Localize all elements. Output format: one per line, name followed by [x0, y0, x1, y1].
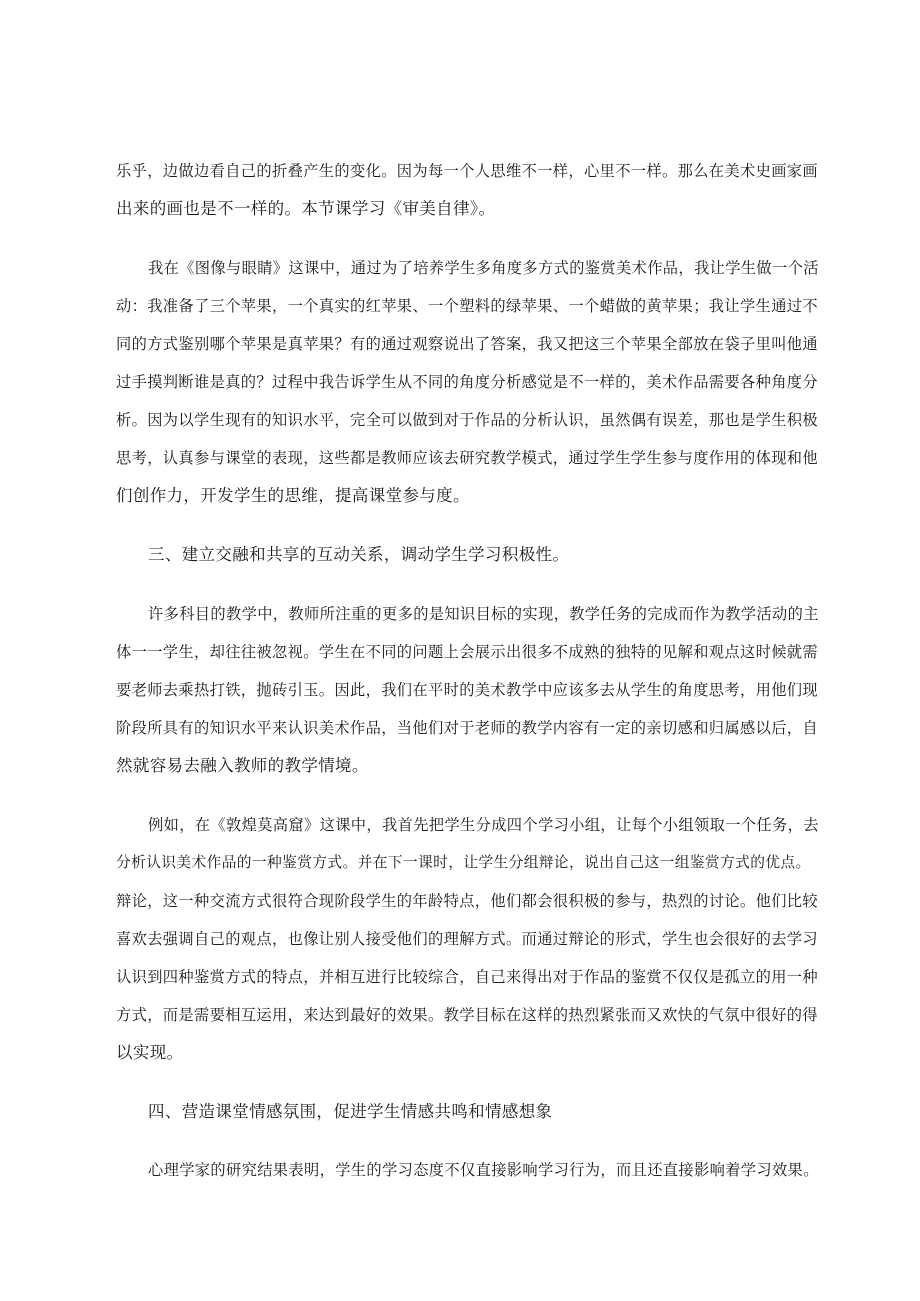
text-line: 许多科目的教学中，教师所注重的更多的是知识目标的实现，教学任务的完成而作为教学活动的主: [148, 605, 819, 623]
text-line: 思考，认真参与课堂的表现，这些都是教师应该去研究教学模式，通过学生学生参与度作用的体现和他: [116, 449, 818, 467]
text-line: 乐乎，边做边看自己的折叠产生的变化。因为每一个人思维不一样，心里不一样。那么在美术史画家画: [116, 162, 818, 180]
text-line: 要老师去乘热打铁，抛砖引玉。因此，我们在平时的美术教学中应该多去从学生的角度思考，用他们现: [116, 681, 818, 699]
text-line: 认识到四种鉴赏方式的特点，并相互进行比较综合，自己来得出对于作品的鉴赏不仅仅是孤立的用一种: [116, 968, 818, 986]
text-line: 出来的画也是不一样的。本节课学习《审美自律》。: [116, 199, 496, 218]
text-line: 然就容易去融入教师的教学情境。: [116, 756, 369, 775]
text-line: 同的方式鉴别哪个苹果是真苹果？有的通过观察说出了答案，我又把这三个苹果全部放在袋子里叫他通: [116, 335, 818, 353]
text-line: 例如，在《敦煌莫高窟》这课中，我首先把学生分成四个学习小组，让每个小组领取一个任务，去: [148, 816, 819, 834]
section-heading-4: 四、营造课堂情感氛围，促进学生情感共鸣和情感想象: [148, 1102, 553, 1121]
text-line: 体一一学生，却往往被忽视。学生在不同的问题上会展示出很多不成熟的独特的见解和观点这时候就需: [116, 643, 818, 661]
text-line: 分析认识美术作品的一种鉴赏方式。并在下一课时，让学生分组辩论，说出自己这一组鉴赏方式的优点。: [116, 854, 811, 871]
text-line: 心理学家的研究结果表明，学生的学习态度不仅直接影响学习行为，而且还直接影响着学习效果。: [148, 1161, 819, 1179]
text-line: 方式，而是需要相互运用，来达到最好的效果。教学目标在这样的热烈紧张而又欢快的气氛中很好的得: [116, 1006, 818, 1024]
text-line: 们创作力，开发学生的思维，提高课堂参与度。: [116, 486, 470, 505]
text-line: 我在《图像与眼睛》这课中，通过为了培养学生多角度多方式的鉴赏美术作品，我让学生做一个活: [148, 259, 819, 277]
text-line: 喜欢去强调自己的观点，也像让别人接受他们的理解方式。而通过辩论的形式，学生也会很好的去学习: [116, 930, 818, 948]
text-line: 动：我准备了三个苹果，一个真实的红苹果、一个塑料的绿苹果、一个蜡做的黄苹果；我让学生通过不: [116, 297, 818, 315]
section-heading-3: 三、建立交融和共享的互动关系，调动学生学习积极性。: [148, 545, 570, 564]
text-line: 以实现。: [116, 1043, 184, 1062]
text-line: 析。因为以学生现有的知识水平，完全可以做到对于作品的分析认识，虽然偶有误差，那也是学生积极: [116, 411, 818, 429]
text-line: 辩论，这一种交流方式很符合现阶段学生的年龄特点，他们都会很积极的参与，热烈的讨论。他们比较: [116, 892, 818, 910]
text-line: 过手摸判断谁是真的？过程中我告诉学生从不同的角度分析感觉是不一样的，美术作品需要各种角度分: [116, 373, 818, 391]
text-line: 阶段所具有的知识水平来认识美术作品，当他们对于老师的教学内容有一定的亲切感和归属感以后，自: [116, 719, 818, 737]
